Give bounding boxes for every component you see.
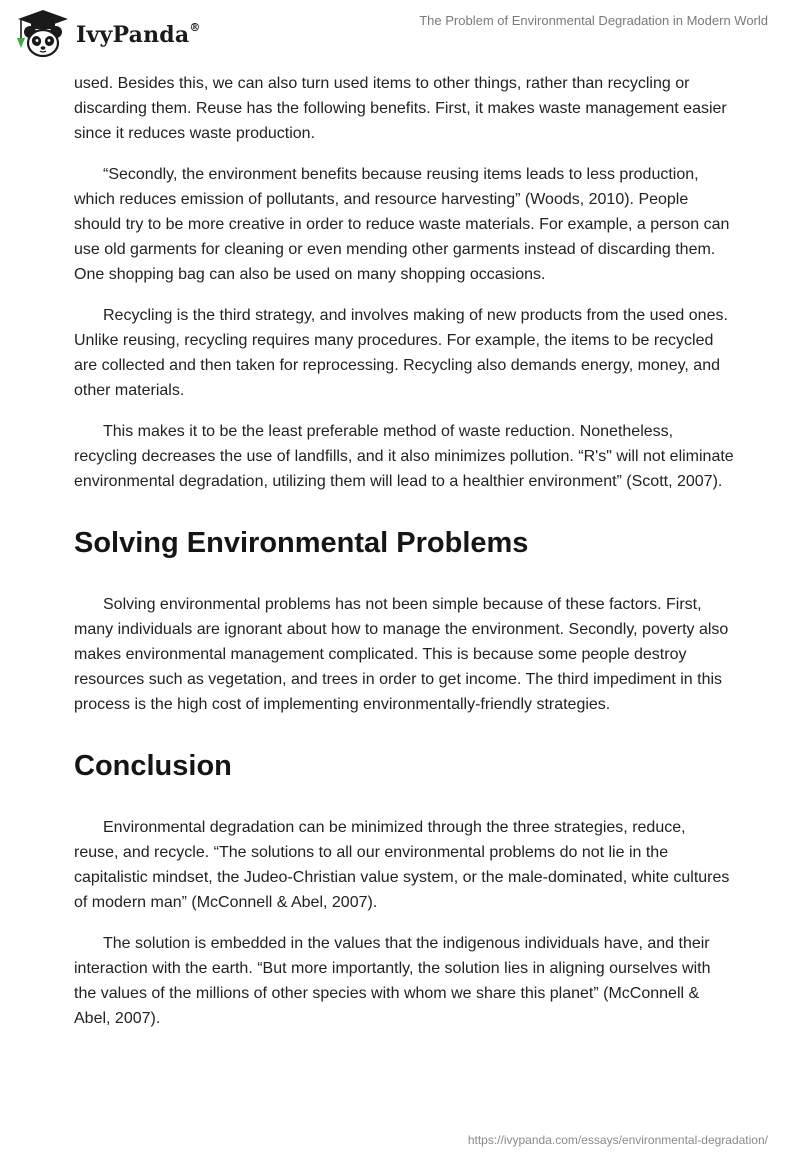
paragraph: The solution is embedded in the values that the indigenous individuals have, and their interaction with the earth. “But more importantly, the solution lies in aligning ourselves with the values of the millions of other species with whom we share this planet” (McConnell & Abel, 2007).: [74, 935, 711, 1027]
paragraph: Solving environmental problems has not been simple because of these factors. First, many individuals are ignorant about how to manage the environment. Secondly, poverty also makes environmental management complicated. This is because some people destroy resources such as vegetation, and trees in order to get income. The third impediment in this process is the high cost of implementing environmentally-friendly strategies.: [74, 596, 729, 713]
brand-name: IvyPanda®: [76, 20, 201, 48]
section-heading-conclusion: Conclusion: [74, 750, 232, 782]
section-heading-solving: Solving Environmental Problems: [74, 527, 529, 559]
paragraph: “Secondly, the environment benefits because reusing items leads to less production, which reduces emission of pollutants, and resource harvesting” (Woods, 2010). People should try to be more creative in order to reduce waste materials. For example, a person can use old garments for cleaning or even mending other garments instead of discarding them. One shopping bag can also be used on many shopping occasions.: [74, 166, 730, 283]
document-title: The Problem of Environmental Degradation in Modern World: [419, 13, 768, 28]
essay-content: [74, 71, 734, 1047]
source-url[interactable]: https://ivypanda.com/essays/environmental-degradation/: [467, 1133, 768, 1147]
paragraph: Recycling is the third strategy, and involves making of new products from the used ones. Unlike reusing, recycling requires many procedures. For example, the items to be recycled are collected and then taken for reprocessing. Recycling also demands energy, money, and other materials.: [74, 307, 728, 399]
panda-logo-icon: [14, 8, 72, 60]
paragraph: This makes it to be the least preferable method of waste reduction. Nonetheless, recycling decreases the use of landfills, and it also minimizes pollution. “R's" will not eliminate environmental degradation, utilizing them will lead to a healthier environment” (Scott, 2007).: [74, 423, 734, 490]
paragraph: Environmental degradation can be minimized through the three strategies, reduce, reuse, and recycle. “The solutions to all our environmental problems do not lie in the capitalistic mindset, the Judeo-Christian value system, or the male-dominated, white cultures of modern man” (McConnell & Abel, 2007).: [74, 819, 730, 911]
ivypanda-logo[interactable]: [14, 8, 201, 60]
paragraph: used. Besides this, we can also turn used items to other things, rather than recycling or discarding them. Reuse has the following benefits. First, it makes waste management easier since it reduces waste production.: [74, 75, 727, 142]
page-header: [0, 0, 800, 70]
